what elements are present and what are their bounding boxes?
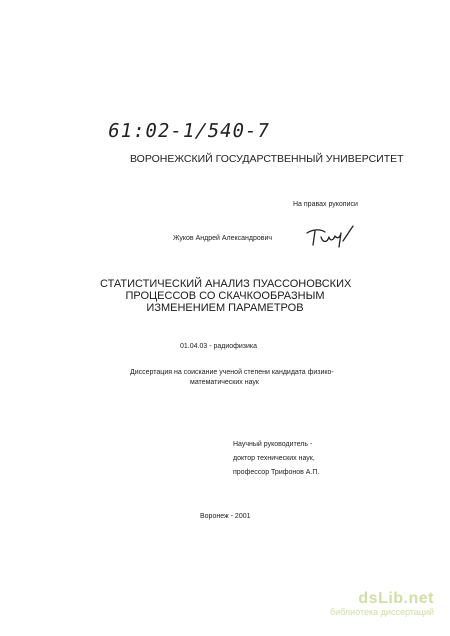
title-line: СТАТИСТИЧЕСКИЙ АНАЛИЗ ПУАССОНОВСКИХ — [100, 278, 352, 290]
watermark-logo: dsLib.net — [358, 590, 434, 607]
title-line: ПРОЦЕССОВ СО СКАЧКООБРАЗНЫМ — [125, 290, 325, 302]
author-name: Жуков Андрей Александрович — [173, 235, 273, 242]
degree-line: Диссертация на соискание ученой степени кандидата физико- — [130, 369, 334, 376]
manuscript-rights-note: На правах рукописи — [293, 201, 358, 208]
supervisor-line: доктор технических наук, — [233, 455, 315, 462]
degree-statement — [130, 368, 360, 388]
specialty-code: 01.04.03 - радиофизика — [180, 343, 258, 350]
supervisor-line: Научный руководитель - — [233, 441, 313, 448]
title-line: ИЗМЕНЕНИЕМ ПАРАМЕТРОВ — [146, 302, 304, 314]
watermark-subtitle: библиотека диссертаций — [329, 607, 434, 617]
dissertation-title — [100, 278, 350, 314]
supervisor-block — [233, 438, 319, 480]
supervisor-line: профессор Трифонов А.П. — [233, 469, 320, 476]
university-name: ВОРОНЕЖСКИЙ ГОСУДАРСТВЕННЫЙ УНИВЕРСИТЕТ — [130, 153, 404, 165]
author-signature — [303, 223, 358, 251]
catalog-number: 61:02-1/540-7 — [106, 120, 272, 142]
degree-line: математических наук — [190, 379, 259, 386]
site-watermark — [330, 590, 434, 617]
city-year: Воронеж - 2001 — [200, 513, 251, 520]
